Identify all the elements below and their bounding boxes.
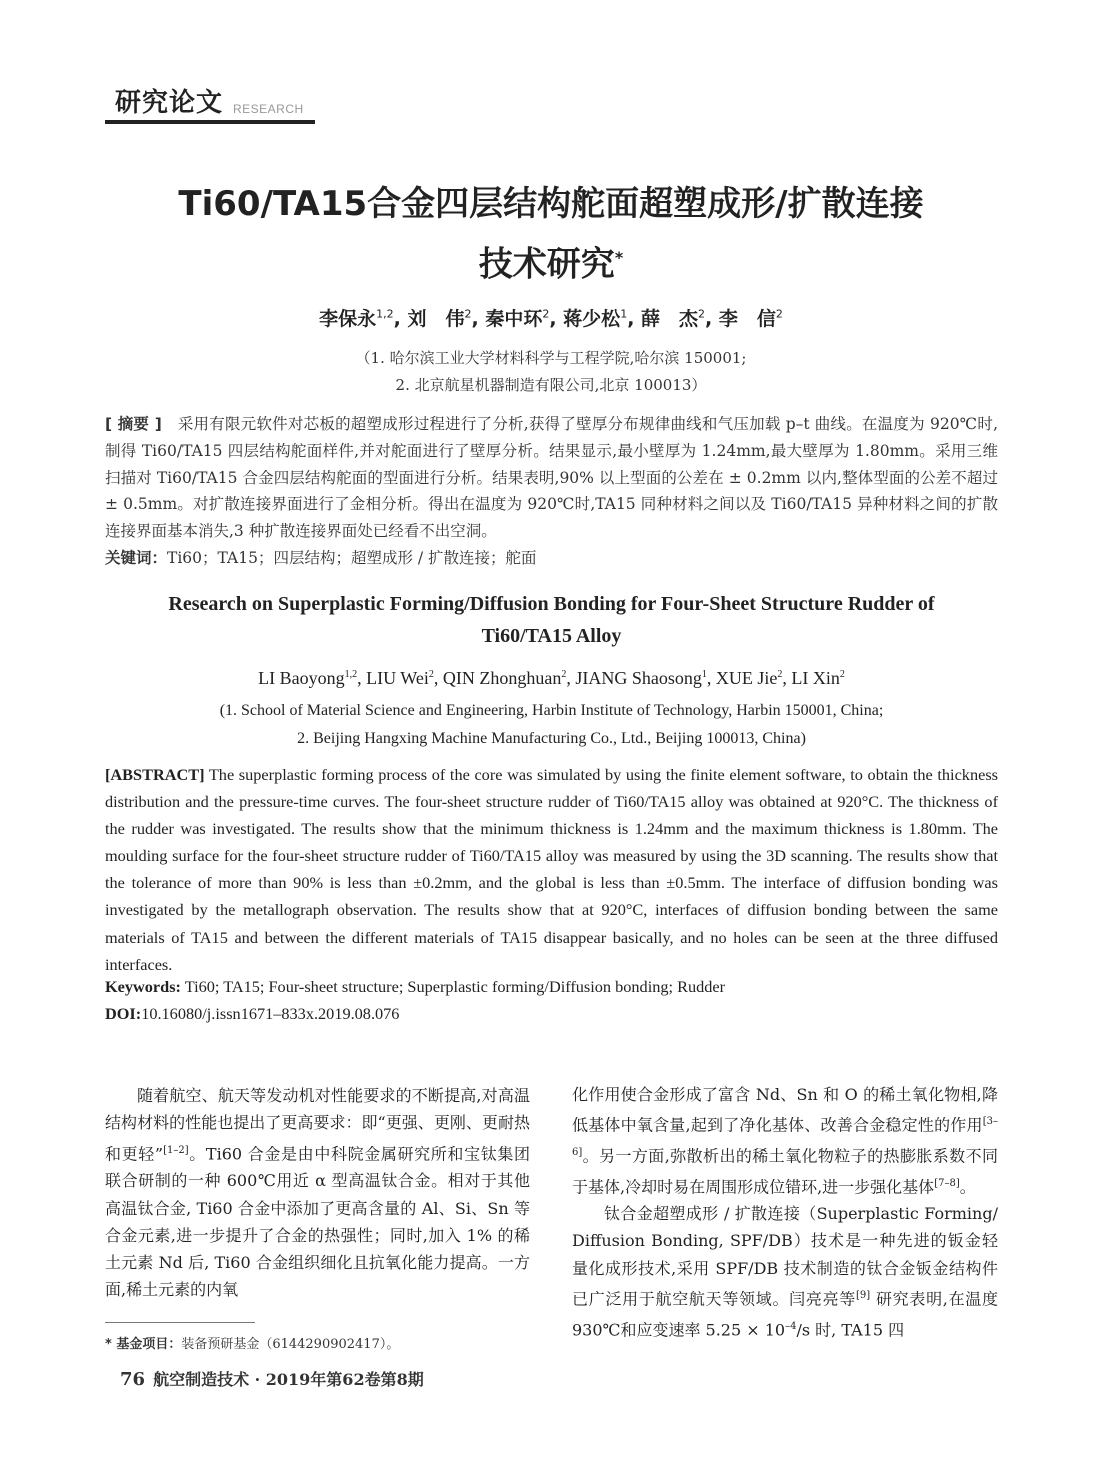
- section-label-en: RESEARCH: [233, 102, 304, 116]
- citation: [9]: [856, 1290, 871, 1302]
- paragraph-text: /s 时, TA15 四: [796, 1320, 905, 1340]
- author-sup: 2: [698, 307, 706, 321]
- author-en: JIANG Shaosong: [575, 668, 702, 688]
- author-sup: 1: [701, 669, 707, 680]
- paper-title-cn: [80, 177, 1022, 291]
- journal-info: 航空制造技术 · 2019年第62卷第8期: [153, 1370, 424, 1389]
- footnote-label: * 基金项目：: [105, 1337, 182, 1352]
- affiliations-cn: [100, 345, 1002, 399]
- author-cn: 李保永: [319, 308, 377, 330]
- author-cn: 薛 杰: [641, 308, 699, 330]
- title-line-1: Ti60/TA15合金四层结构舵面超塑成形/扩散连接: [178, 184, 924, 224]
- citation: [1–2]: [163, 1144, 189, 1156]
- title-line-2-text: 技术研究: [478, 244, 615, 285]
- page-number: 76: [120, 1369, 146, 1390]
- doi: [105, 1004, 998, 1024]
- paragraph: [572, 1200, 998, 1343]
- author-sup: 2: [777, 669, 783, 680]
- author-sup: 1,2: [376, 307, 394, 321]
- abstract-cn-label: [ 摘要 ]: [105, 415, 162, 433]
- keywords-en-label: Keywords:: [105, 977, 181, 996]
- body-column-left: [105, 1082, 530, 1304]
- keywords-cn: Ti60；TA15；四层结构；超塑成形 / 扩散连接；舵面: [167, 548, 537, 567]
- citation: [7–8]: [934, 1177, 960, 1189]
- footnote-divider: [105, 1322, 255, 1323]
- abstract-en-text: The superplastic forming process of the core was simulated by using the finite element software, to obtain the thickness distribution and the pressure-time curves. The four-sheet structure rudder of Ti60/TA15 alloy was obtained at 920°C. The thickness of the rudder was investigated. The results show that the minimum thickness is 1.24mm and the maximum thickness is 1.80mm. The moulding surface for the four-sheet structure rudder of Ti60/TA15 alloy was measured by using the 3D scanning. The results show that the tolerance of more than 90% is less than ±0.2mm, and the global is less than ±0.5mm. The interface of diffusion bonding was investigated by the metallograph observation. The results show that at 920°C, interfaces of diffusion bonding between the same materials of TA15 and between the different materials of TA15 disappear basically, and no holes can be seen at the three diffused interfaces.: [105, 765, 998, 974]
- doi-label: DOI:: [105, 1004, 142, 1023]
- authors-cn: 李保永$^{1,2}$, 刘 伟$^2$, 秦中环$^2$, 蒋少松$^1$, 薛 杰$^2$, 李 信$^2$: [319, 307, 783, 330]
- paragraph: [572, 1081, 998, 1200]
- footnote: [105, 1333, 399, 1352]
- abstract-en: [105, 761, 998, 978]
- doi-value: 10.16080/j.issn1671–833x.2019.08.076: [141, 1004, 400, 1023]
- author-en: LI Xin: [791, 668, 840, 688]
- author-sup: 1,2: [344, 669, 358, 680]
- author-cn: 秦中环: [485, 308, 543, 330]
- author-en: LI Baoyong: [258, 668, 345, 688]
- author-sup: 2: [561, 669, 567, 680]
- section-header: [105, 80, 315, 124]
- author-en: QIN Zhonghuan: [442, 668, 562, 688]
- keywords-en-text: Ti60; TA15; Four-sheet structure; Superplastic forming/Diffusion bonding; Rudder: [180, 977, 726, 996]
- author-sup: 2: [775, 307, 783, 321]
- body-column-right: [572, 1081, 998, 1343]
- keywords-en: [105, 977, 998, 997]
- paragraph-text: 。: [959, 1176, 976, 1196]
- author-sup: 1: [620, 307, 628, 321]
- affiliation-line: 2. Beijing Hangxing Machine Manufacturing Co., Ltd., Beijing 100013, China): [297, 730, 806, 747]
- author-en: LIU Wei: [366, 668, 429, 688]
- paragraph-text: 。Ti60 合金是由中科院金属研究所和宝钛集团联合研制的一种 600℃用近 α 型高温钛合金。相对于其他高温钛合金, Ti60 合金中添加了更高含量的 Al、Si、Sn 等合金元素,进一步提升了合金的热强性；同时,加入 1% 的稀土元素 Nd 后, Ti60 合金组织细化且抗氧化能力提高。一方面,稀土元素的内氧: [105, 1143, 530, 1300]
- section-label-cn: 研究论文: [115, 88, 224, 118]
- affiliations-en: [105, 697, 998, 753]
- affiliation-line: （1. 哈尔滨工业大学材料科学与工程学院,哈尔滨 150001;: [355, 349, 747, 367]
- footnote-text: 装备预研基金（6144290902417）。: [181, 1337, 400, 1352]
- author-sup: 2: [542, 307, 550, 321]
- paragraph-text: 钛合金超塑成形 / 扩散连接（Superplastic Forming/ Diffusion Bonding, SPF/DB）技术是一种先进的钣金轻量化成形技术,采用 SPF/DB 技术制造的钛合金钣金结构件已广泛用于航空航天等领域。闫亮亮等: [572, 1204, 998, 1309]
- paragraph-text: 研究表明,在温度 930℃和应变速率 5.25 × 10: [572, 1289, 998, 1340]
- en-title-line-2: Ti60/TA15 Alloy: [481, 625, 622, 647]
- abstract-cn-text: 采用有限元软件对芯板的超塑成形过程进行了分析,获得了壁厚分布规律曲线和气压加载 p–t 曲线。在温度为 920℃时,制得 Ti60/TA15 四层结构舵面样件,并对舵面进行了壁厚分析。结果显示,最小壁厚为 1.24mm,最大壁厚为 1.80mm。采用三维扫描对 Ti60/TA15 合金四层结构舵面的型面进行分析。结果表明,90% 以上型面的公差在 ± 0.2mm 以内,整体型面的公差不超过 ± 0.5mm。对扩散连接界面进行了金相分析。得出在温度为 920℃时,TA15 同种材料之间以及 Ti60/TA15 异种材料之间的扩散连接界面基本消失,3 种扩散连接界面处已经看不出空洞。: [105, 415, 998, 541]
- citation: [3–6]: [572, 1116, 998, 1158]
- title-footnote-mark: *: [614, 248, 624, 267]
- author-cn: 李 信: [718, 308, 776, 330]
- author-cn: 蒋少松: [563, 308, 621, 330]
- author-cn: 刘 伟: [407, 308, 465, 330]
- paragraph-text: 随着航空、航天等发动机对性能要求的不断提高,对高温结构材料的性能也提出了更高要求：即“更强、更刚、更耐热和更轻”: [105, 1086, 530, 1163]
- affiliation-line: 2. 北京航星机器制造有限公司,北京 100013）: [395, 376, 707, 394]
- keywords-cn-label: 关键词：: [105, 548, 168, 567]
- paragraph: [105, 1082, 530, 1304]
- paper-title-en: [105, 588, 998, 652]
- author-sup: 2: [464, 307, 472, 321]
- author-sup: 2: [839, 669, 845, 680]
- title-line-2: [80, 231, 1022, 291]
- abstract-cn: [105, 411, 998, 572]
- author-sup: 2: [428, 669, 434, 680]
- paragraph-text: 化作用使合金形成了富含 Nd、Sn 和 O 的稀土氧化物相,降低基体中氧含量,起到了净化基体、改善合金稳定性的作用: [572, 1085, 998, 1135]
- en-title-line-1: Research on Superplastic Forming/Diffusion Bonding for Four-Sheet Structure Rudder of: [168, 593, 935, 615]
- exponent: –4: [785, 1320, 797, 1332]
- page-footer: [120, 1367, 424, 1390]
- author-en: XUE Jie: [715, 668, 778, 688]
- paragraph-text: 。另一方面,弥散析出的稀土氧化物粒子的热膨胀系数不同于基体,冷却时易在周围形成位错环,进一步强化基体: [572, 1146, 998, 1196]
- abstract-en-label: [ABSTRACT]: [105, 765, 205, 784]
- authors-en: LI Baoyong$^{1,2}$, LIU Wei$^2$, QIN Zhonghuan$^2$, JIANG Shaosong$^1$, XUE Jie$^2$, LI Xin$^2$: [258, 668, 845, 688]
- affiliation-line: (1. School of Material Science and Engineering, Harbin Institute of Technology, Harbin 150001, China;: [219, 702, 884, 719]
